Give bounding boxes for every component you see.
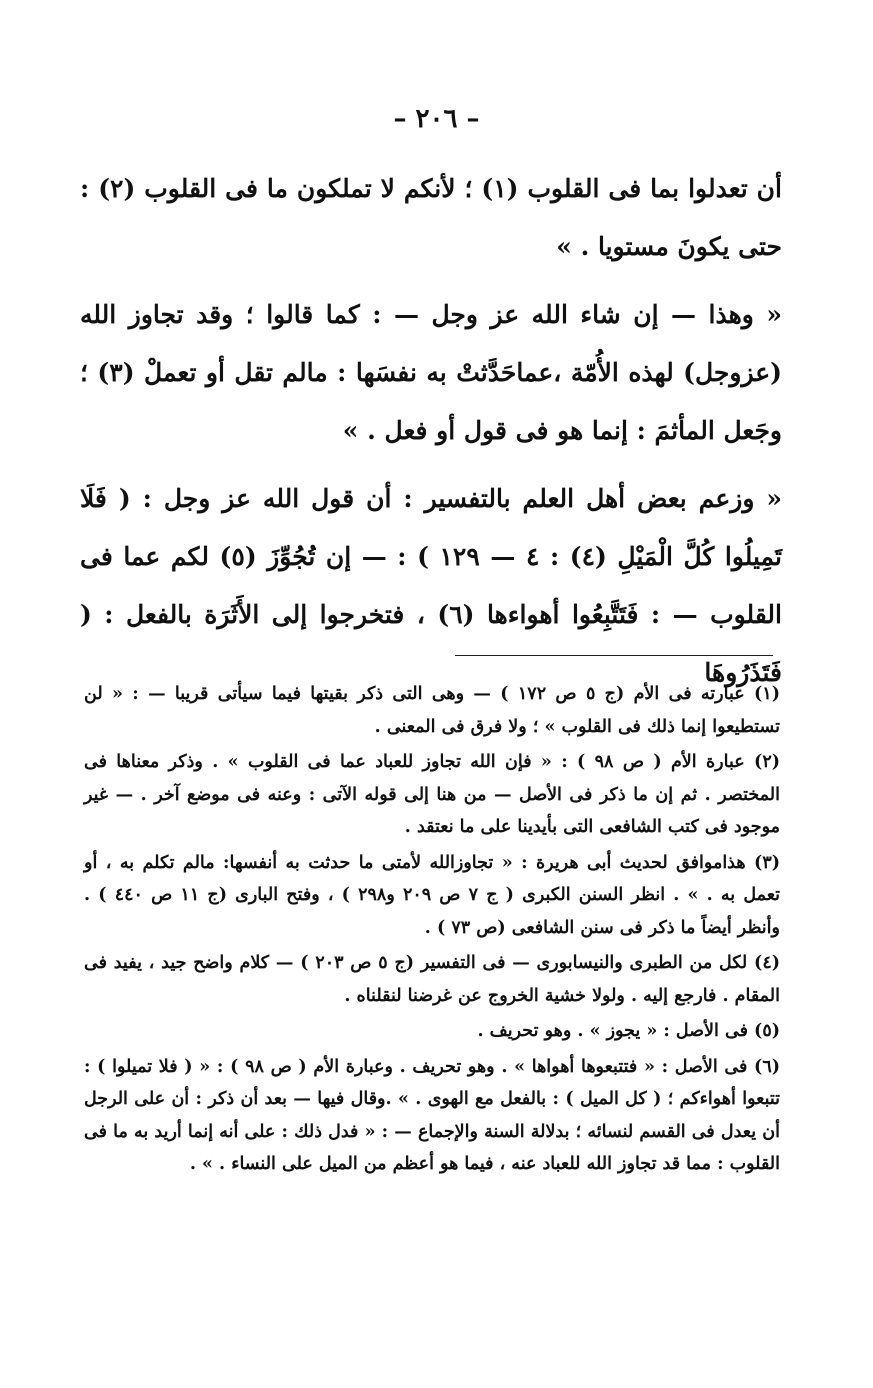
footnote: (٢) عبارة الأم ( ص ٩٨ ) : « فإن الله تجاوز للعباد عما فى القلوب » . وذكر معناها فى المختصر . ثم إن ما ذكر فى الأصل — من هنا إلى قوله الآتى : وعنه فى موضع آخر . — غير موجود فى كتب الشافعى التى بأيدينا على ما نعتقد . <box>84 752 780 837</box>
footnotes-section <box>84 678 780 1184</box>
main-text-body <box>80 160 782 712</box>
main-paragraph: « وهذا — إن شاء الله عز وجل — : كما قالوا ؛ وقد تجاوز الله (عزوجل) لهذه الأُمّة ،عماحَدَّثتْ به نفسَها : مالم تقل أو تعملْ (٣) ؛ وجَعل المأثمَ : إنما هو فى قول أو فعل . » <box>80 300 782 445</box>
footnote: (٣) هذاموافق لحديث أبى هريرة : « تجاوزالله لأمتى ما حدثت به أنفسها: مالم تكلم به ، أو تعمل به . » . انظر السنن الكبرى ( ج ٧ ص ٢٠٩ و٢٩٨ ) ، وفتح البارى (ج ١١ ص ٤٤٠ ) . وأنظر أيضاً ما ذكر فى سنن الشافعى (ص ٧٣ ) . <box>84 852 781 938</box>
footnote: (٦) فى الأصل : « فتتبعوها أهواها » . وهو تحريف . وعبارة الأم ( ص ٩٨ ) : « ( فلا تميلوا ) : تتبعوا أهواءكم ؛ ( كل الميل ) : بالفعل مع الهوى . » .وقال فيها — بعد أن ذكر : أن على الرجل أن يعدل فى القسم لنسائه ؛ بدلالة السنة والإجماع — : « فدل ذلك : على أنه إنما أريد به ما فى القلوب : مما قد تجاوز الله للعباد عنه ، فيما هو أعظم من الميل على النساء . » . <box>84 1056 781 1174</box>
main-paragraph: أن تعدلوا بما فى القلوب (١) ؛ لأنكم لا تملكون ما فى القلوب (٢) : حتى يكونَ مستويا . » <box>80 174 782 261</box>
footnote: (٤) لكل من الطبرى والنيسابورى — فى التفسير (ج ٥ ص ٢٠٣ ) — كلام واضح جيد ، يفيد فى المقام . فارجع إليه . ولولا خشية الخروج عن غرضنا لنقلناه . <box>84 953 781 1006</box>
footnote: (١) عبارته فى الأم (ج ٥ ص ١٧٢ ) — وهى التى ذكر بقيتها فيما سيأتى قريبا — : « لن تستطيعوا إنما ذلك فى القلوب » ؛ ولا فرق فى المعنى . <box>84 684 780 737</box>
page-number: – ٢٠٦ – <box>393 104 480 134</box>
main-paragraph: « وزعم بعض أهل العلم بالتفسير : أن قول الله عز وجل : ( فَلَا تَمِيلُوا كُلَّ الْمَيْلِ (٤) : ٤ — ١٢٩ ) : — إن تُجُوِّزَ (٥) لكم عما فى القلوب — : فَتَتَّبِعُوا أهواءها (٦) ، فتخرجوا إلى الأَثَرَة بالفعل : ( فَتَذَرُوهَا <box>80 484 783 687</box>
footnote-separator <box>455 655 773 656</box>
footnote: (٥) فى الأصل : « يجوز » . وهو تحريف . <box>477 1021 780 1041</box>
